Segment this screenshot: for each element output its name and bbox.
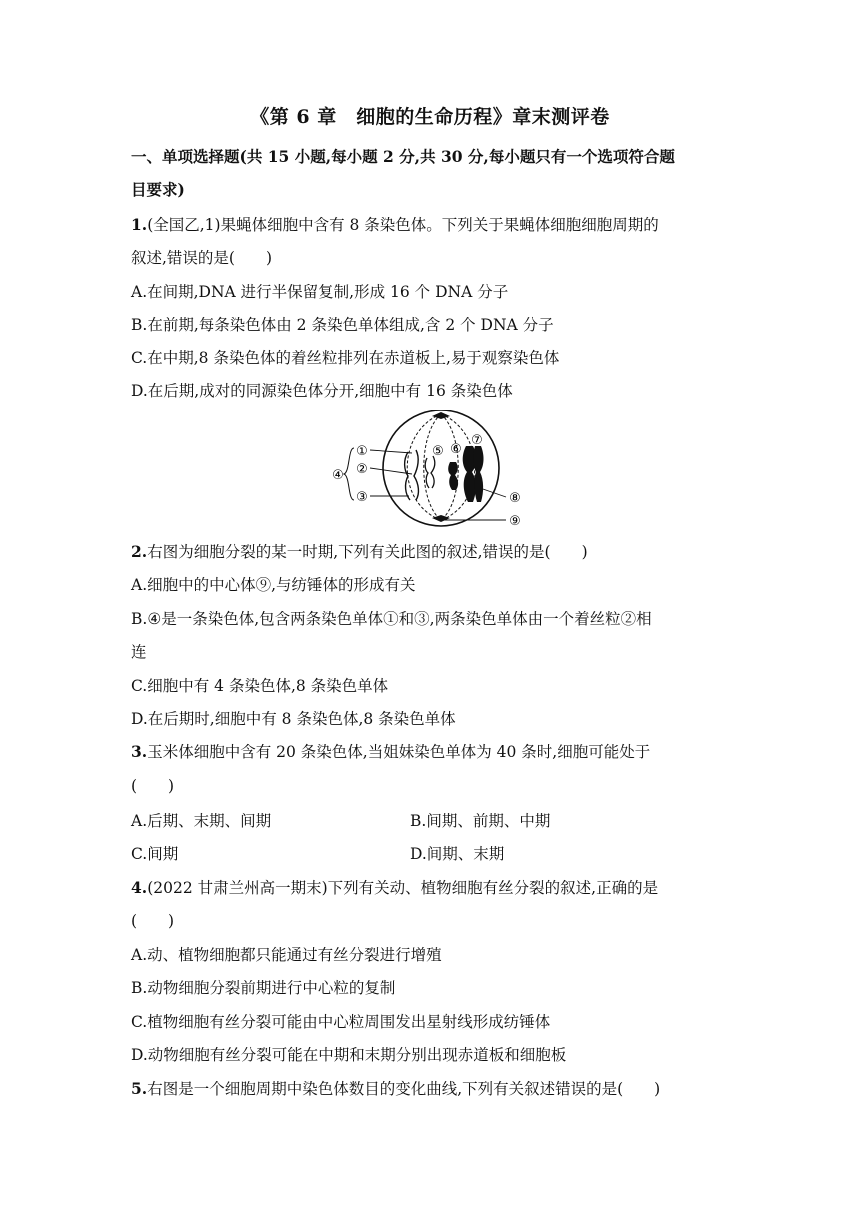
brace — [344, 448, 354, 500]
question-1-option-c: C.在中期,8 条染色体的着丝粒排列在赤道板上,易于观察染色体 — [131, 349, 560, 367]
question-2-option-b-line2: 连 — [131, 643, 147, 661]
centrosome-top — [432, 412, 450, 419]
question-2-option-d: D.在后期时,细胞中有 8 条染色体,8 条染色单体 — [131, 710, 456, 728]
question-5-number: 5. — [131, 1079, 148, 1098]
question-1-option-d: D.在后期,成对的同源染色体分开,细胞中有 16 条染色体 — [131, 382, 513, 400]
question-4-number: 4. — [131, 878, 148, 897]
question-4-stem-line1 — [131, 877, 731, 899]
cell-division-diagram — [330, 410, 540, 534]
question-4-stem-text: (2022 甘肃兰州高一期末)下列有关动、植物细胞有丝分裂的叙述,正确的是 — [147, 879, 659, 897]
label-7: ⑦ — [471, 433, 483, 448]
label-5: ⑤ — [432, 444, 444, 459]
question-1-stem-text: (全国乙,1)果蝇体细胞中含有 8 条染色体。下列关于果蝇体细胞细胞周期的 — [147, 216, 659, 234]
label-2: ② — [356, 462, 368, 477]
question-1-option-a: A.在间期,DNA 进行半保留复制,形成 16 个 DNA 分子 — [131, 283, 509, 301]
dark-chromosome-small — [448, 462, 458, 490]
question-2-number: 2. — [131, 542, 148, 561]
question-2-option-c: C.细胞中有 4 条染色体,8 条染色单体 — [131, 677, 389, 695]
question-3-stem-line1 — [131, 741, 731, 763]
label-9: ⑨ — [509, 514, 521, 529]
question-4-option-b: B.动物细胞分裂前期进行中心粒的复制 — [131, 979, 396, 997]
question-3-stem-text: 玉米体细胞中含有 20 条染色体,当姐妹染色单体为 40 条时,细胞可能处于 — [147, 743, 651, 761]
question-2-option-b-line1: B.④是一条染色体,包含两条染色单体①和③,两条染色单体由一个着丝粒②相 — [131, 610, 652, 628]
centrosome-bottom — [432, 515, 450, 522]
question-5-stem-text: 右图是一个细胞周期中染色体数目的变化曲线,下列有关叙述错误的是( ) — [147, 1080, 661, 1098]
chromatid-left — [405, 452, 410, 500]
question-3-option-a: A.后期、末期、间期 — [131, 812, 272, 830]
page-title: 《第 6 章 细胞的生命历程》章末测评卷 — [250, 106, 610, 128]
question-2-option-a: A.细胞中的中心体⑨,与纺锤体的形成有关 — [131, 576, 416, 594]
question-1-stem-line1 — [131, 214, 731, 236]
section-heading-line2: 目要求) — [131, 180, 185, 199]
small-chromosome-right — [431, 456, 435, 488]
question-3-option-b: B.间期、前期、中期 — [410, 812, 551, 830]
question-3-option-d: D.间期、末期 — [410, 845, 505, 863]
question-1-option-b: B.在前期,每条染色体由 2 条染色单体组成,含 2 个 DNA 分子 — [131, 316, 554, 334]
label-3: ③ — [356, 490, 368, 505]
label-8: ⑧ — [509, 491, 521, 506]
label-4: ④ — [332, 468, 344, 483]
question-4-stem-line2: ( ) — [131, 912, 175, 930]
question-3-option-c: C.间期 — [131, 845, 179, 863]
question-4-option-c: C.植物细胞有丝分裂可能由中心粒周围发出星射线形成纺锤体 — [131, 1013, 551, 1031]
cell-division-figure — [330, 410, 540, 538]
small-chromosome-left — [425, 458, 429, 488]
section-heading-line1: 一、单项选择题(共 15 小题,每小题 2 分,共 30 分,每小题只有一个选项符合题 — [131, 147, 675, 166]
leader-line-8 — [480, 488, 506, 497]
question-2-stem — [131, 541, 731, 563]
question-4-option-a: A.动、植物细胞都只能通过有丝分裂进行增殖 — [131, 946, 442, 964]
question-1-stem-line2: 叙述,错误的是( ) — [131, 249, 273, 267]
question-2-stem-text: 右图为细胞分裂的某一时期,下列有关此图的叙述,错误的是( ) — [147, 543, 588, 561]
question-3-stem-line2: ( ) — [131, 777, 175, 795]
question-1-number: 1. — [131, 215, 148, 234]
label-1: ① — [356, 444, 368, 459]
chromatid-right — [414, 450, 418, 500]
question-5-stem — [131, 1078, 731, 1100]
question-3-number: 3. — [131, 742, 148, 761]
leader-line-1 — [370, 450, 412, 453]
label-6: ⑥ — [450, 442, 462, 457]
spindle-fiber — [424, 414, 441, 520]
question-4-option-d: D.动物细胞有丝分裂可能在中期和末期分别出现赤道板和细胞板 — [131, 1046, 567, 1064]
